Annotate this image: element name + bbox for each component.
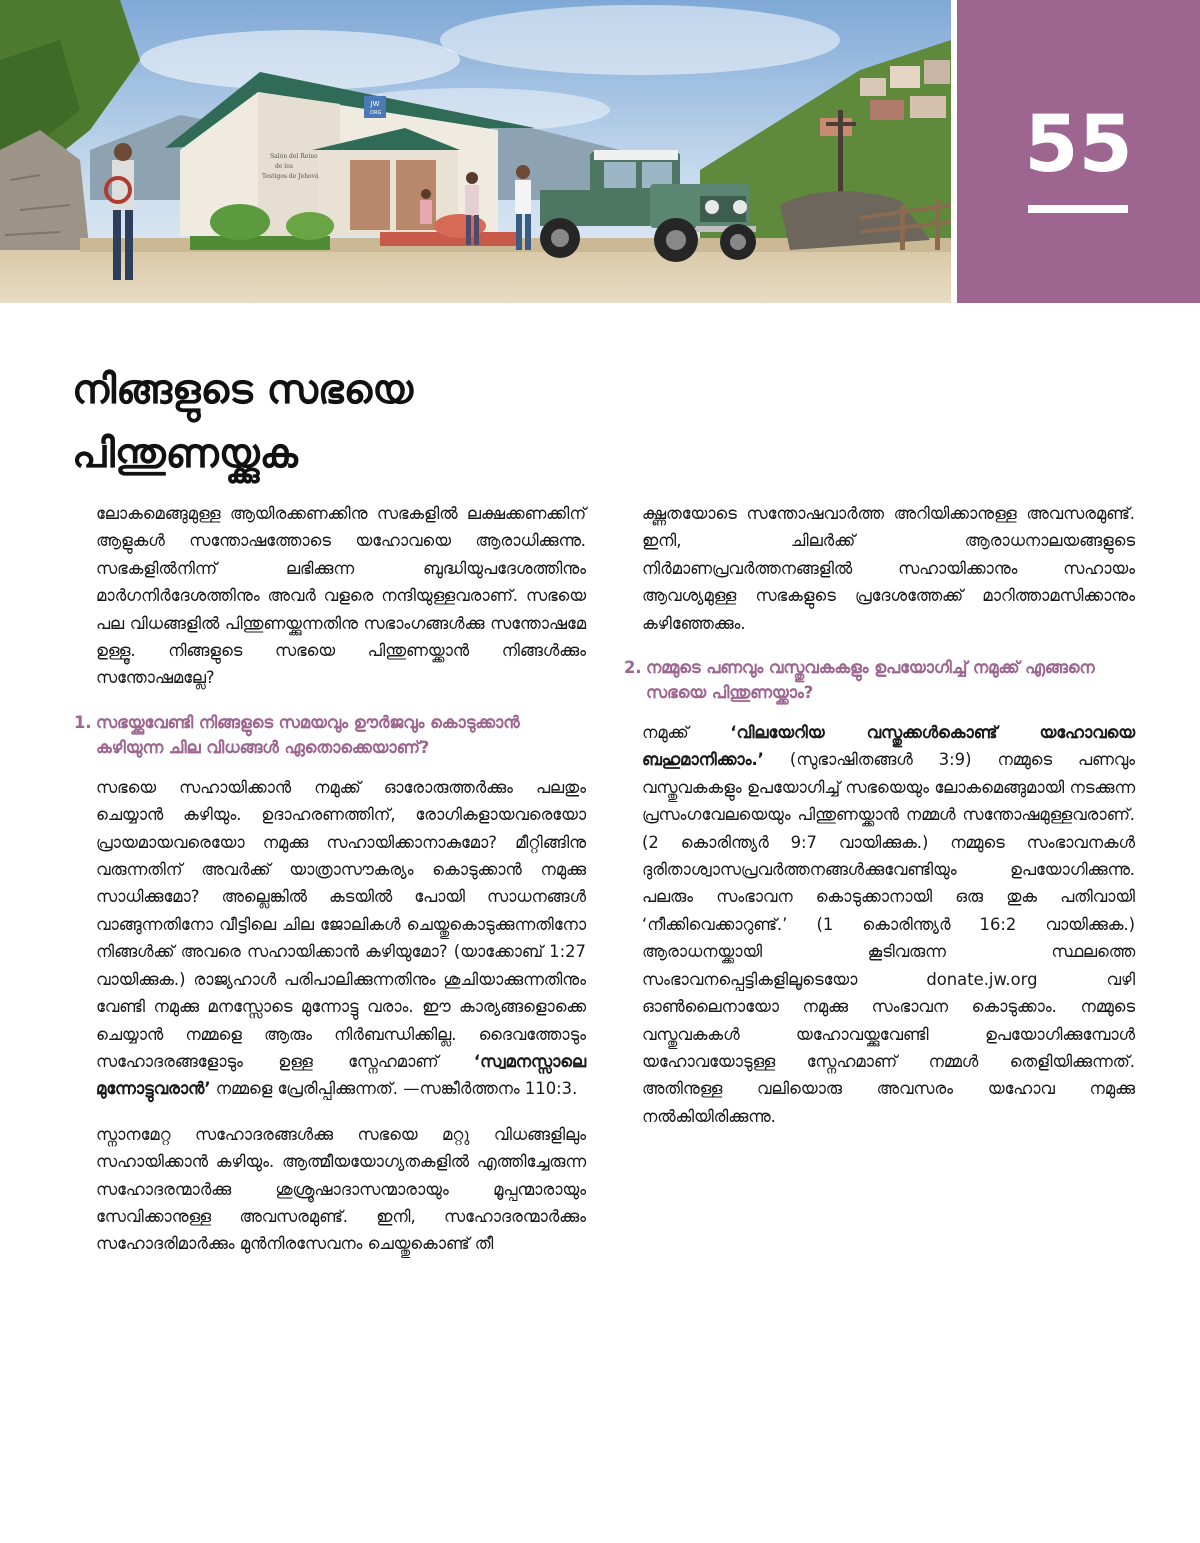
house: [870, 100, 904, 120]
answer-2-text: (സുഭാഷിതങ്ങൾ 3:9) നമ്മുടെ പണവും വസ്തുവകകളും ഉപയോഗിച്ച് സഭയെയും ലോകമെങ്ങുമായി നടക്കുന്ന പ്രസംഗവേലയെയും പിന്തുണയ്ക്കാൻ നമ്മൾ സന്തോഷമുള്ളവരാണ്. (2 കൊരിന്ത്യർ 9:7 വായിക്കുക.) നമ്മുടെ സംഭാവനകൾ ദുരിതാശ്വാസപ്രവർത്തനങ്ങൾക്കുവേണ്ടിയും ഉപയോഗിക്കുന്നു. പലരും സംഭാവന കൊടുക്കാനായി ഒരു തുക പതിവായി ‘നീക്കിവെക്കാറുണ്ട്.’ (1 കൊരിന്ത്യർ 16:2 വായിക്കുക.) ആരാധനയ്ക്കായി കൂടിവരുന്ന സ്ഥലത്തെ സംഭാവനപ്പെട്ടികളിലൂടെയോ donate.jw.org വഴി ഓൺലൈനായോ നമുക്കു സംഭാവന കൊടുക്കാം. നമ്മുടെ വസ്തുവകകൾ യഹോവയ്ക്കുവേണ്ടി ഉപയോഗിക്കുമ്പോൾ യഹോവയോടുള്ള സ്നേഹമാണ് നമ്മൾ തെളിയിക്കുന്നത്. അതിനുള്ള വലിയൊരു അവസരം യഹോവ നമുക്കു നൽകിയിരിക്കുന്നു.: [642, 750, 1135, 1126]
answer-2-bold-quote: ‘വിലയേറിയ വസ്തുക്കൾകൊണ്ട് യഹോവയെ ബഹുമാനിക്കാം.’: [642, 723, 1135, 770]
question-1-number: 1.: [74, 712, 92, 732]
jw-logo-text: JW: [370, 100, 380, 108]
answer-2-text-start: നമുക്ക്: [642, 723, 731, 743]
svg-text:.ORG: .ORG: [368, 110, 382, 116]
question-2-number: 2.: [624, 658, 642, 678]
hero-illustration: [0, 0, 951, 303]
answer-1-paragraph-2: സ്നാനമേറ്റ സഹോദരങ്ങൾക്കു സഭയെ മറ്റു വിധങ്ങളിലും സഹായിക്കാൻ കഴിയും. ആത്മീയയോഗ്യതകളിൽ എത്തിച്ചേരുന്ന സഹോദരന്മാർക്കു ശുശ്രൂഷാദാസന്മാരായും മൂപ്പന്മാരായും സേവിക്കാനുള്ള അവസരമുണ്ട്. ഇനി, സഹോദരന്മാർക്കും സഹോദരിമാർക്കും മുൻനിരസേവനം ചെയ്തുകൊണ്ട് തീ: [96, 1124, 586, 1254]
intro-paragraph: ലോകമെങ്ങുമുള്ള ആയിരക്കണക്കിനു സഭകളിൽ ലക്ഷക്കണക്കിന് ആളുകൾ സന്തോഷത്തോടെ യഹോവയെ ആരാധിക്കുന്നു. സഭകളിൽനിന്ന് ലഭിക്കുന്ന ബുദ്ധിയുപദേശത്തിനും മാർഗനിർദേശത്തിനും അവർ വളരെ നന്ദിയുള്ളവരാണ്. സഭയെ പല വിധങ്ങളിൽ പിന്തുണയ്ക്കുന്നതിനു സഭാംഗങ്ങൾക്കു സന്തോഷമേ ഉള്ളൂ. നിങ്ങളുടെ സഭയെ പിന്തുണയ്ക്കാൻ നിങ്ങൾക്കും സന്തോഷമല്ലേ?: [96, 504, 586, 688]
answer-1-paragraph: [96, 774, 586, 1103]
answer-2-paragraph: [642, 719, 1135, 1130]
door: [350, 160, 390, 230]
page-title-line-1: നിങ്ങളുടെ സഭയെ: [72, 367, 414, 413]
lesson-number: 55: [1024, 100, 1133, 190]
answer-1-bold-quote: ‘സ്വമനസ്സാലെ മുന്നോട്ടുവരാൻ’: [96, 1051, 586, 1099]
ground: [0, 250, 951, 303]
lesson-number-underline: [1028, 205, 1128, 213]
page-title: [72, 358, 632, 486]
answer-1-paragraph-2-continued: ക്ഷ്ണതയോടെ സന്തോഷവാർത്ത അറിയിക്കാനുള്ള അവസരമുണ്ട്. ഇനി, ചിലർക്ക് ആരാധനാലയങ്ങളുടെ നിർമാണപ്രവർത്തനങ്ങളിൽ സഹായിക്കാനും സഹായം ആവശ്യമുള്ള സഭകളുടെ പ്രദേശത്തേക്ക് മാറിത്താമസിക്കാനും കഴിഞ്ഞേക്കും.: [642, 504, 1135, 633]
question-2: [624, 655, 1135, 705]
answer-1-text-end: നമ്മളെ പ്രേരിപ്പിക്കുന്നത്. —സങ്കീർത്തനം 110:3.: [210, 1079, 578, 1099]
question-1-text: സഭയ്ക്കുവേണ്ടി നിങ്ങളുടെ സമയവും ഊർജവും കൊടുക്കാൻ കഴിയുന്ന ചില വിധങ്ങൾ ഏതൊക്കെയാണ്?: [96, 712, 520, 757]
cloud: [440, 5, 840, 75]
house: [860, 78, 886, 96]
building-sign: Salón del Reino: [270, 153, 318, 160]
answer-1-text: സഭയെ സഹായിക്കാൻ നമുക്ക് ഓരോരുത്തർക്കും പലതും ചെയ്യാൻ കഴിയും. ഉദാഹരണത്തിന്, രോഗികളായവരെയോ പ്രായമായവരെയോ നമുക്കു സഹായിക്കാനാകുമോ? മീറ്റിങ്ങിനു വരുന്നതിന് അവർക്ക് യാത്രാസൗകര്യം കൊടുക്കാൻ നമുക്കു സാധിക്കുമോ? അല്ലെങ്കിൽ കടയിൽ പോയി സാധനങ്ങൾ വാങ്ങുന്നതിനോ വീട്ടിലെ ചില ജോലികൾ ചെയ്തുകൊടുക്കുന്നതിനോ നിങ്ങൾക്ക് അവരെ സഹായിക്കാൻ കഴിയുമോ? (യാക്കോബ് 1:27 വായിക്കുക.) രാജ്യഹാൾ പരിപാലിക്കുന്നതിനും ശുചിയാക്കുന്നതിനും വേണ്ടി നമുക്കു മനസ്സോടെ മുന്നോട്ടു വരാം. ഈ കാര്യങ്ങളൊക്കെ ചെയ്യാൻ നമ്മളെ ആരും നിർബന്ധിക്കില്ല. ദൈവത്തോടും സഹോദരങ്ങളോടും ഉള്ള സ്നേഹമാണ്: [96, 777, 586, 1071]
question-1: [74, 710, 586, 760]
svg-text:Testigos de Jehová: Testigos de Jehová: [262, 173, 319, 180]
question-2-text: നമ്മുടെ പണവും വസ്തുവകകളും ഉപയോഗിച്ച് നമുക്ക് എങ്ങനെ സഭയെ പിന്തുണയ്ക്കാം?: [646, 658, 1095, 703]
lesson-number-block: [957, 0, 1200, 303]
kingdom-hall-scene: [0, 0, 951, 303]
house: [890, 66, 920, 88]
left-column: [74, 500, 586, 1276]
house: [820, 118, 852, 136]
house: [924, 60, 950, 84]
house: [910, 96, 946, 118]
page-title-line-2: പിന്തുണയ്ക്കുക: [72, 431, 298, 477]
svg-text:de los: de los: [275, 163, 293, 170]
right-column: [624, 500, 1135, 1148]
